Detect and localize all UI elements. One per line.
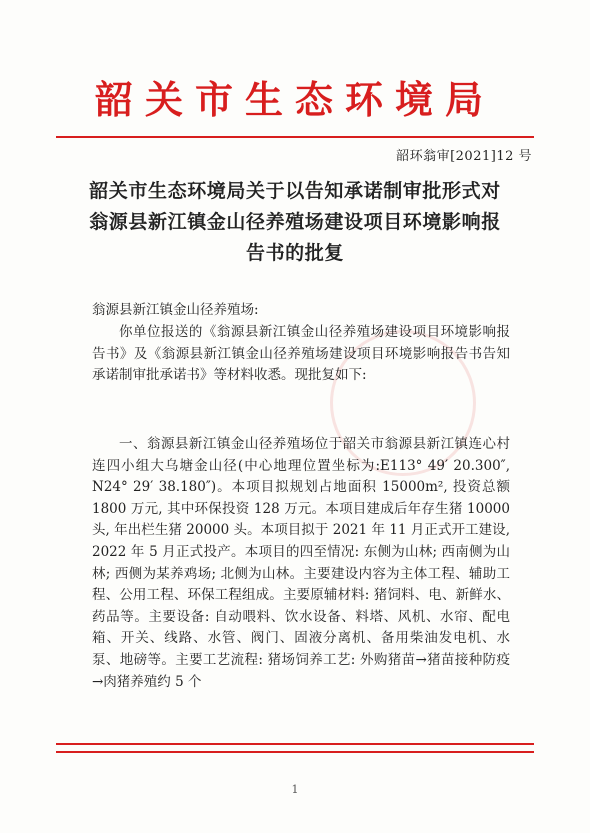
document-title: 韶关市生态环境局关于以告知承诺制审批形式对翁源县新江镇金山径养殖场建设项目环境影响报告书的批复 — [89, 180, 501, 264]
document-number: 韶环翁审[2021]12 号 — [396, 149, 532, 164]
body-paragraph: 一、翁源县新江镇金山径养殖场位于韶关市翁源县新江镇连心村连四小组大乌塘金山径(中心地理位置坐标为:E113° 49′ 20.300″, N24° 29′ 38.180″)。本项目拟规划占地面积 15000m², 投资总额 1800 万元, 其中环保投资 128 万元。本项目建成后年存生猪 10000 头, 年出栏生猪 20000 头。本项目拟于 2021 年 11 月正式开工建设, 2022 年 5 月正式投产。本项目的四至情况: 东侧为山林; 西南侧为山林; 西侧为某养鸡场; 北侧为山林。主要建设内容为主体工程、辅助工程、公用工程、环保工程组成。主要原辅材料: 猪饲料、电、新鲜水、药品等。主要设备: 自动喂料、饮水设备、料塔、风机、水帘、配电箱、开关、线路、水管、阀门、固液分离机、备用柴油发电机、水泵、地磅等。主要工艺流程: 猪场饲养工艺: 外购猪苗→猪苗接种防疫→肉猪养殖约 5 个 — [92, 436, 510, 690]
page-number: 1 — [291, 783, 299, 796]
addressee: 翁源县新江镇金山径养殖场: — [92, 302, 259, 318]
footer-divider-line — [56, 751, 534, 753]
footer-divider-line — [56, 743, 534, 745]
body-paragraph: 你单位报送的《翁源县新江镇金山径养殖场建设项目环境影响报告书》及《翁源县新江镇金山径养殖场建设项目环境影响报告书告知承诺制审批承诺书》等材料收悉。现批复如下: — [92, 324, 510, 383]
agency-header-title: 韶关市生态环境局 — [94, 77, 495, 122]
header-divider-line — [56, 136, 534, 138]
